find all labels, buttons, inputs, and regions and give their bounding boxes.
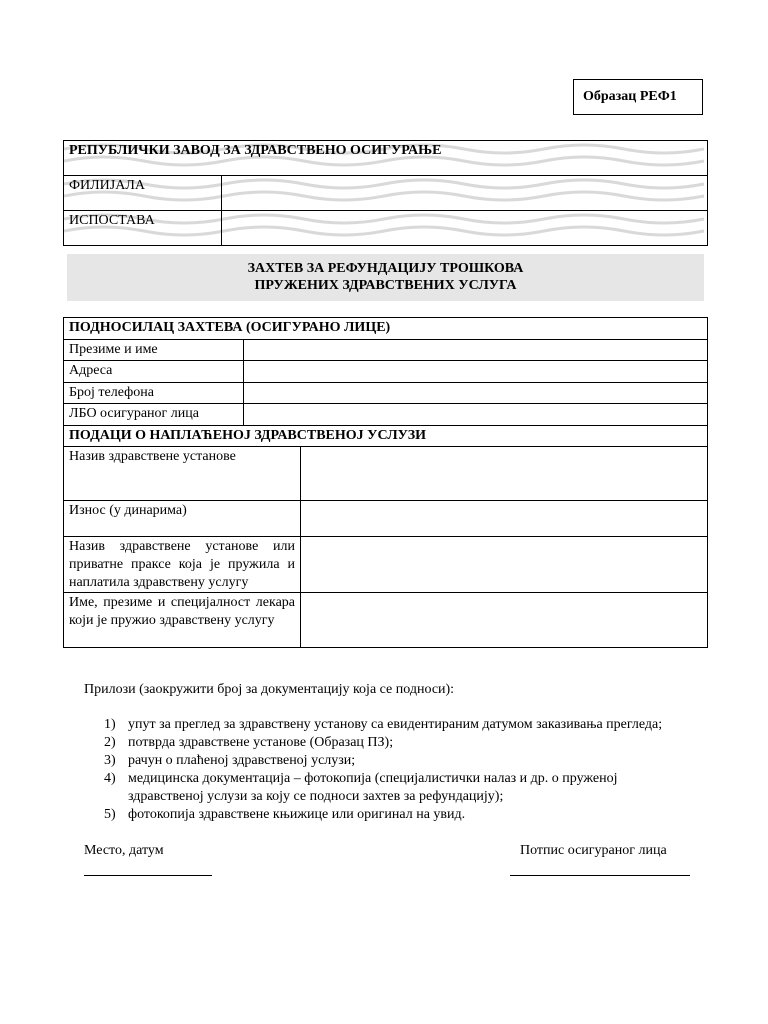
field-label: Име, презиме и специјалност лекара који је пружио здравствену услугу (64, 593, 301, 648)
amount-field[interactable] (301, 501, 708, 537)
item-text: фотокопија здравствене књижице или оригинал на увид. (128, 807, 466, 822)
item-number: 3) (104, 753, 116, 768)
branch-field[interactable] (222, 176, 708, 211)
document-title-line2: ПРУЖЕНИХ ЗДРАВСТВЕНИХ УСЛУГА (254, 278, 517, 293)
branch-label: ФИЛИЈАЛА (64, 176, 222, 211)
field-label: Број телефона (64, 382, 244, 404)
item-text: потврда здравствене установе (Образац ПЗ); (128, 735, 394, 750)
applicant-section-header: ПОДНОСИЛАЦ ЗАХТЕВА (ОСИГУРАНО ЛИЦЕ) (64, 318, 708, 340)
document-title-line1: ЗАХТЕВ ЗА РЕФУНДАЦИЈУ ТРОШКОВА (247, 261, 524, 276)
form-code-box: Образац РЕФ1 (573, 79, 703, 115)
field-label: Назив здравствене установе (64, 447, 301, 501)
lbo-field[interactable] (244, 404, 708, 426)
item-number: 2) (104, 735, 116, 750)
list-item[interactable] (104, 734, 688, 752)
item-number: 4) (104, 771, 116, 786)
list-item[interactable] (104, 806, 688, 824)
attachments-list (104, 716, 688, 824)
service-table (63, 446, 708, 648)
field-label: Назив здравствене установе или приватне праксе која је пружила и наплатила здравствену услугу (64, 537, 301, 593)
attachments-title: Прилози (заокружити број за документацију која се подноси): (84, 682, 455, 697)
service-section-header: ПОДАЦИ О НАПЛАЋЕНОЈ ЗДРАВСТВЕНОЈ УСЛУЗИ (64, 425, 708, 447)
signature-label: Потпис осигураног лица (520, 843, 667, 858)
full-name-field[interactable] (244, 339, 708, 361)
place-date-line[interactable] (84, 875, 212, 876)
office-label: ИСПОСТАВА (64, 211, 222, 246)
field-label: Износ (у динарима) (64, 501, 301, 537)
item-text: медицинска документација – фотокопија (специјалистички налаз и др. о пруженој здравственој услузи за коју се подноси захтев за рефундацију); (128, 771, 618, 804)
signature-line[interactable] (510, 875, 690, 876)
office-field[interactable] (222, 211, 708, 246)
list-item[interactable] (104, 752, 688, 770)
item-text: рачун о плаћеној здравственој услузи; (128, 753, 356, 768)
place-date-label: Место, датум (84, 843, 164, 858)
list-item[interactable] (104, 770, 688, 806)
list-item[interactable] (104, 716, 688, 734)
institution-table (63, 140, 708, 246)
field-label: Презиме и име (64, 339, 244, 361)
item-number: 5) (104, 807, 116, 822)
applicant-table (63, 317, 708, 447)
field-label: ЛБО осигураног лица (64, 404, 244, 426)
phone-field[interactable] (244, 382, 708, 404)
institution-title: РЕПУБЛИЧКИ ЗАВОД ЗА ЗДРАВСТВЕНО ОСИГУРАЊЕ (64, 141, 708, 176)
item-number: 1) (104, 717, 116, 732)
item-text: упут за преглед за здравствену установу са евидентираним датумом заказивања прегледа; (128, 717, 663, 732)
institution-name-field[interactable] (301, 447, 708, 501)
address-field[interactable] (244, 361, 708, 383)
document-title (67, 254, 704, 301)
doctor-field[interactable] (301, 593, 708, 648)
provider-field[interactable] (301, 537, 708, 593)
field-label: Адреса (64, 361, 244, 383)
